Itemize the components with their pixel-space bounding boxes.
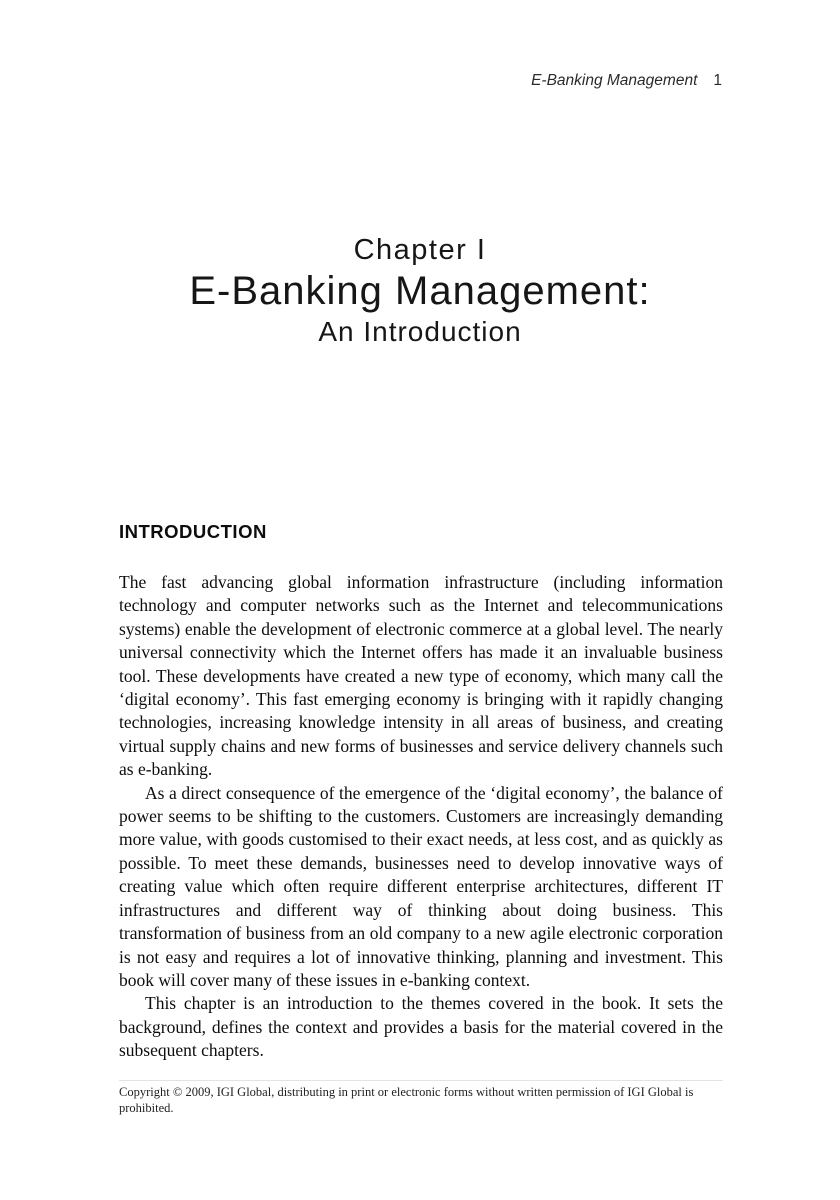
body-text bbox=[119, 571, 723, 1063]
chapter-title-block bbox=[0, 232, 840, 350]
paragraph-2: As a direct consequence of the emergence of the ‘digital economy’, the balance of power seems to be shifting to the customers. Customers are increasingly demanding more value, with goods customised to their exact needs, at less cost, and as quickly as possible. To meet these demands, businesses need to develop innovative ways of creating value which often require different enterprise architectures, different IT infrastructures and different way of thinking about doing business. This transformation of business from an old company to a new agile electronic corporation is not easy and requires a lot of innovative thinking, planning and investment. This book will cover many of these issues in e-banking context. bbox=[119, 782, 723, 990]
copyright-footer bbox=[119, 1080, 723, 1116]
copyright-text: Copyright © 2009, IGI Global, distributing in print or electronic forms without written permission of IGI Global is prohibited. bbox=[119, 1085, 694, 1115]
chapter-label: Chapter I bbox=[353, 234, 487, 266]
paragraph-3: This chapter is an introduction to the themes covered in the book. It sets the background, defines the context and provides a basis for the material covered in the subsequent chapters. bbox=[119, 993, 723, 1061]
running-header-title: E-Banking Management bbox=[531, 72, 698, 89]
chapter-subtitle: An Introduction bbox=[318, 316, 522, 347]
section-heading-introduction: INTRODUCTION bbox=[119, 521, 267, 542]
page-number: 1 bbox=[713, 72, 722, 89]
paragraph-1: The fast advancing global information infrastructure (including information technology and computer networks such as the Internet and telecommunications systems) enable the development of electronic commerce at a global level. The nearly universal connectivity which the Internet offers has made it an invaluable business tool. These developments have created a new type of economy, which many call the ‘digital economy’. This fast emerging economy is bringing with it rapidly changing technologies, increasing knowledge intensity in all areas of business, and creating virtual supply chains and new forms of businesses and service delivery channels such as e-banking. bbox=[119, 572, 723, 780]
chapter-title: E-Banking Management: bbox=[189, 269, 651, 313]
running-header bbox=[531, 72, 722, 90]
